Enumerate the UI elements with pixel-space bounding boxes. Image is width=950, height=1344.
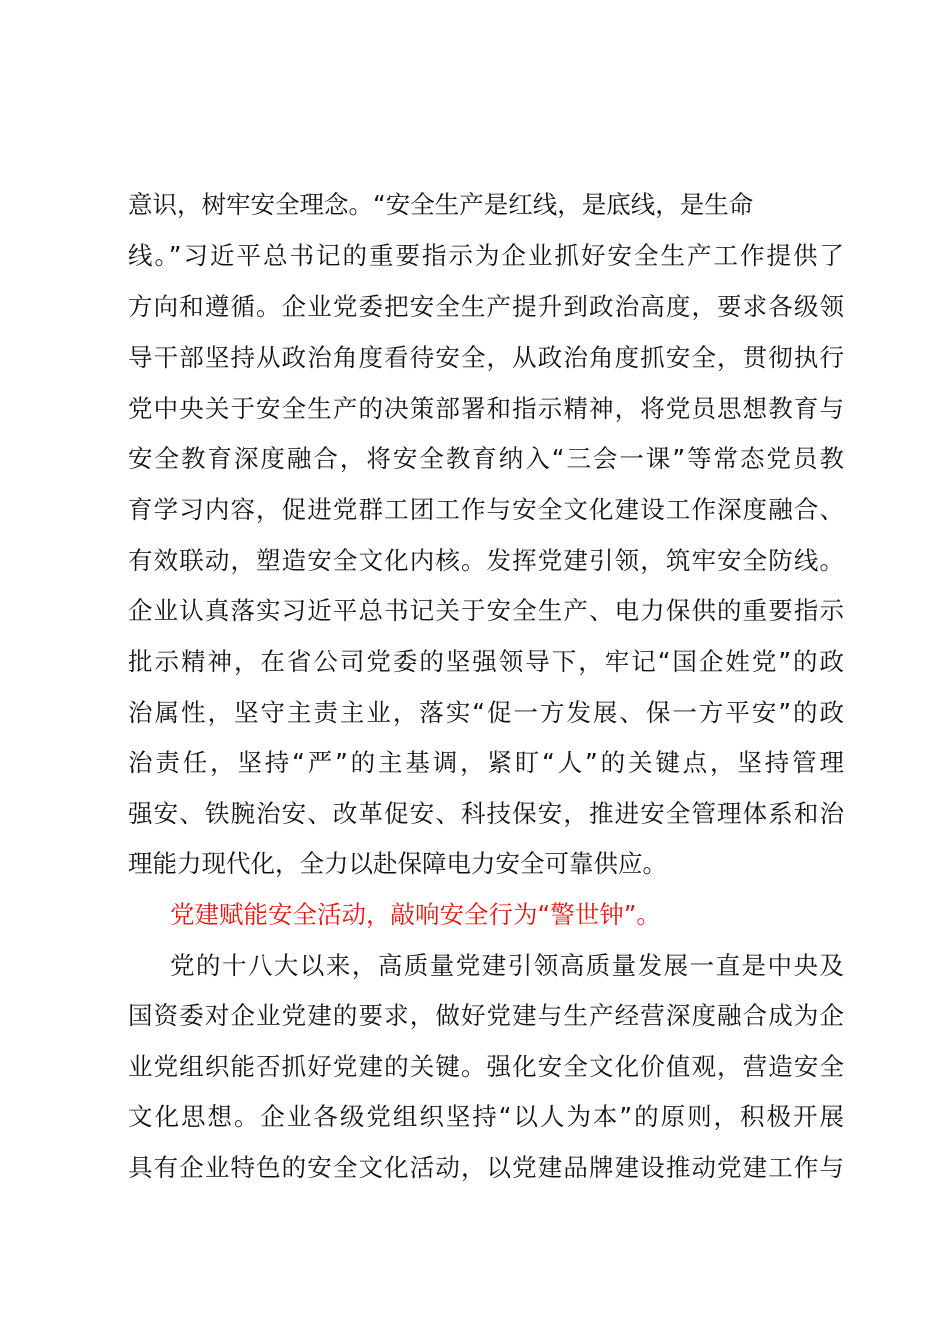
paragraph-line: 导干部坚持从政治角度看待安全，从政治角度抓安全，贯彻执行	[128, 343, 844, 372]
paragraph-line: 线。”习近平总书记的重要指示为企业抓好安全生产工作提供了	[128, 241, 844, 270]
paragraph-line: 安全教育深度融合，将安全教育纳入“三会一课”等常态党员教	[128, 444, 844, 473]
paragraph-line: 治属性，坚守主责主业，落实“促一方发展、保一方平安”的政	[128, 698, 844, 727]
paragraph-line: 强安、铁腕治安、改革促安、科技保安，推进安全管理体系和治	[128, 799, 844, 828]
paragraph-line: 方向和遵循。企业党委把安全生产提升到政治高度，要求各级领	[128, 292, 844, 321]
paragraph-line: 意识，树牢安全理念。“安全生产是红线，是底线，是生命	[128, 190, 754, 219]
paragraph-line: 国资委对企业党建的要求，做好党建与生产经营深度融合成为企	[128, 1001, 844, 1030]
paragraph-line: 批示精神，在省公司党委的坚强领导下，牢记“国企姓党”的政	[128, 647, 844, 676]
section-heading: 党建赋能安全活动，敲响安全行为“警世钟”。	[170, 900, 661, 929]
paragraph-line: 育学习内容，促进党群工团工作与安全文化建设工作深度融合、	[128, 495, 844, 524]
paragraph-line: 治责任，坚持“严”的主基调，紧盯“人”的关键点，坚持管理	[128, 748, 844, 777]
paragraph-line: 理能力现代化，全力以赴保障电力安全可靠供应。	[128, 849, 667, 878]
paragraph-line: 有效联动，塑造安全文化内核。发挥党建引领，筑牢安全防线。	[128, 546, 844, 575]
paragraph-line: 具有企业特色的安全文化活动，以党建品牌建设推动党建工作与	[128, 1153, 844, 1182]
paragraph-line: 党的十八大以来，高质量党建引领高质量发展一直是中央及	[170, 951, 844, 980]
paragraph-line: 文化思想。企业各级党组织坚持“以人为本”的原则，积极开展	[128, 1102, 844, 1131]
paragraph-line: 党中央关于安全生产的决策部署和指示精神，将党员思想教育与	[128, 394, 844, 423]
paragraph-line: 企业认真落实习近平总书记关于安全生产、电力保供的重要指示	[128, 596, 844, 625]
paragraph-line: 业党组织能否抓好党建的关键。强化安全文化价值观，营造安全	[128, 1052, 844, 1081]
